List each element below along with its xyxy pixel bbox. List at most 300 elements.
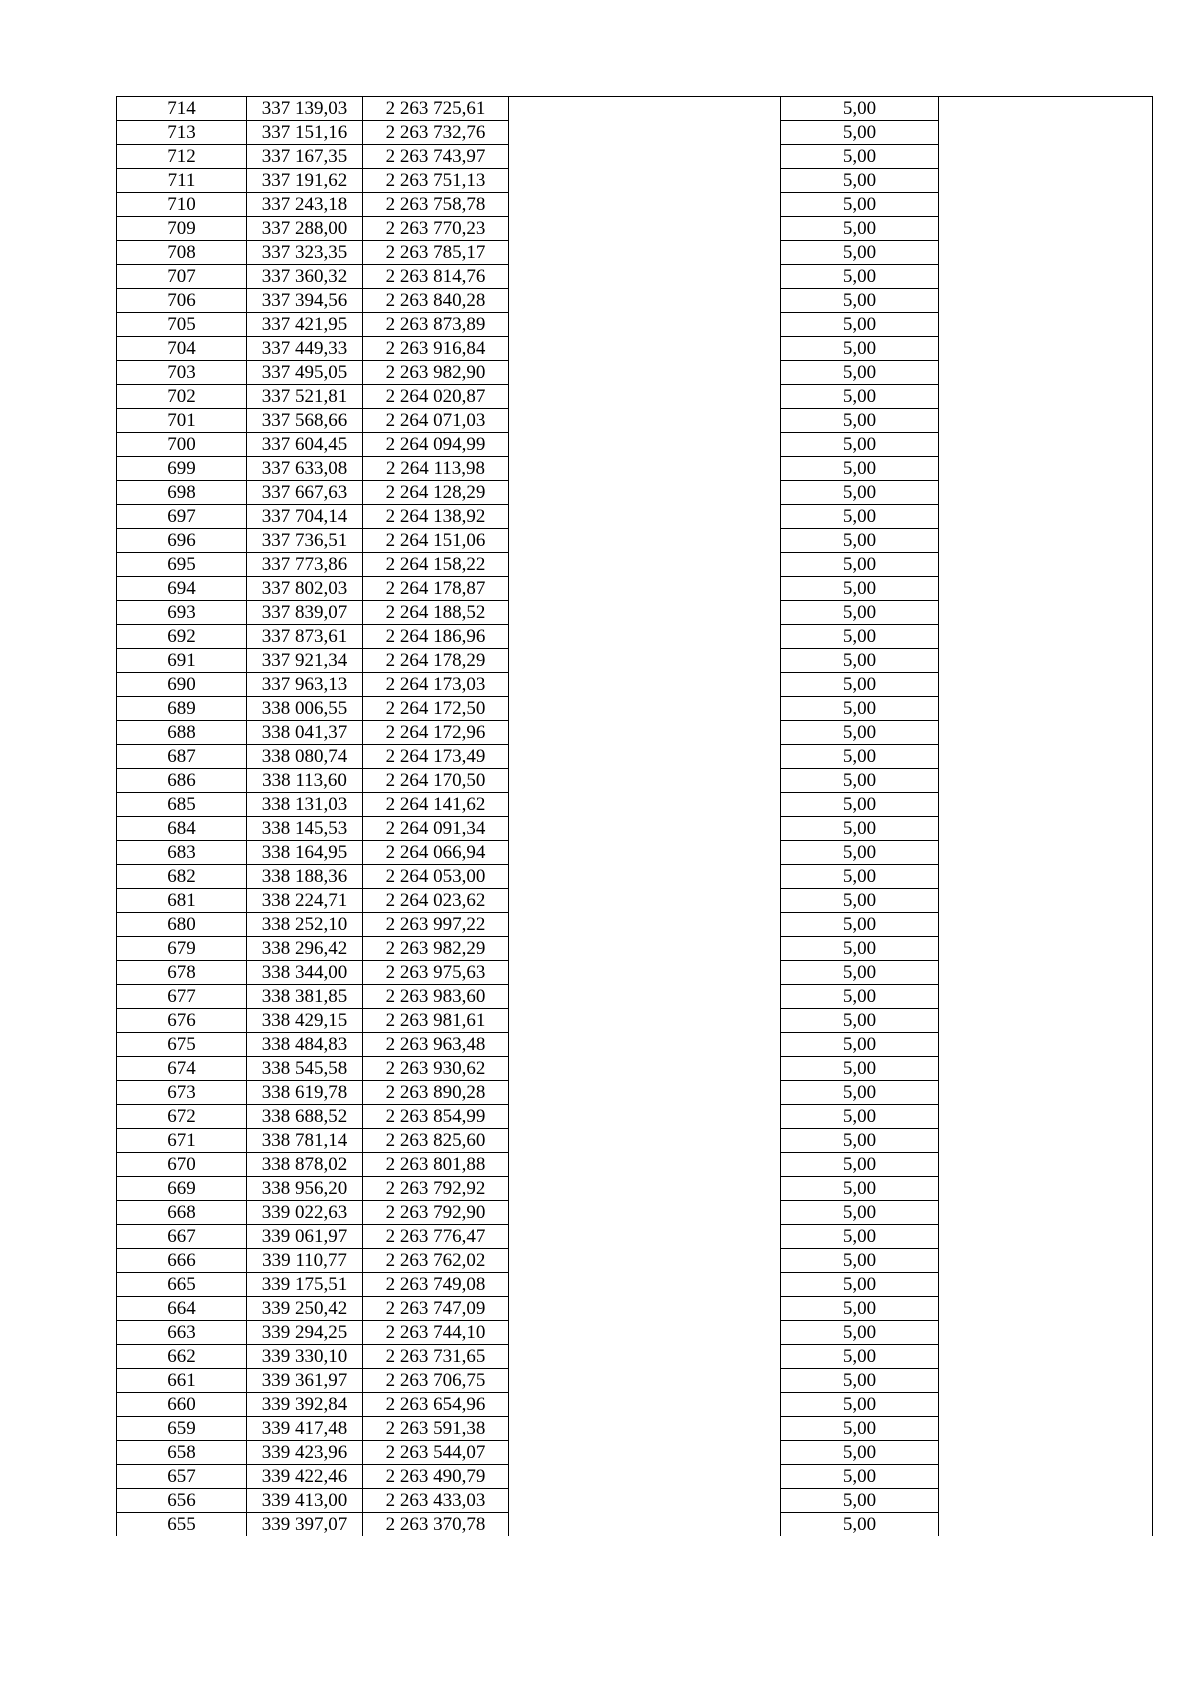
y-coordinate-cell: 2 264 141,62 [363, 793, 509, 817]
point-number-cell: 685 [117, 793, 247, 817]
description-cell [509, 1369, 781, 1393]
description-cell [509, 265, 781, 289]
x-coordinate-cell: 337 633,08 [247, 457, 363, 481]
description-cell [509, 625, 781, 649]
x-coordinate-cell: 338 956,20 [247, 1177, 363, 1201]
value-cell: 5,00 [781, 937, 939, 961]
point-number-cell: 690 [117, 673, 247, 697]
note-cell [939, 625, 1153, 649]
note-cell [939, 1057, 1153, 1081]
table-row [117, 1417, 1153, 1441]
y-coordinate-cell: 2 264 066,94 [363, 841, 509, 865]
y-coordinate-cell: 2 263 433,03 [363, 1489, 509, 1513]
note-cell [939, 1081, 1153, 1105]
note-cell [939, 841, 1153, 865]
y-coordinate-cell: 2 263 725,61 [363, 97, 509, 121]
description-cell [509, 409, 781, 433]
value-cell: 5,00 [781, 1081, 939, 1105]
table-row [117, 865, 1153, 889]
value-cell: 5,00 [781, 841, 939, 865]
description-cell [509, 481, 781, 505]
value-cell: 5,00 [781, 385, 939, 409]
description-cell [509, 313, 781, 337]
description-cell [509, 1297, 781, 1321]
table-row [117, 1393, 1153, 1417]
note-cell [939, 721, 1153, 745]
value-cell: 5,00 [781, 1033, 939, 1057]
coordinates-table-body [117, 97, 1153, 1537]
value-cell: 5,00 [781, 1489, 939, 1513]
point-number-cell: 711 [117, 169, 247, 193]
x-coordinate-cell: 338 296,42 [247, 937, 363, 961]
table-row [117, 1201, 1153, 1225]
y-coordinate-cell: 2 263 762,02 [363, 1249, 509, 1273]
table-row [117, 913, 1153, 937]
point-number-cell: 662 [117, 1345, 247, 1369]
table-row [117, 721, 1153, 745]
point-number-cell: 679 [117, 937, 247, 961]
point-number-cell: 706 [117, 289, 247, 313]
y-coordinate-cell: 2 263 751,13 [363, 169, 509, 193]
point-number-cell: 656 [117, 1489, 247, 1513]
table-row [117, 649, 1153, 673]
table-row [117, 985, 1153, 1009]
point-number-cell: 659 [117, 1417, 247, 1441]
value-cell: 5,00 [781, 433, 939, 457]
note-cell [939, 745, 1153, 769]
x-coordinate-cell: 338 545,58 [247, 1057, 363, 1081]
value-cell: 5,00 [781, 1345, 939, 1369]
value-cell: 5,00 [781, 289, 939, 313]
note-cell [939, 505, 1153, 529]
x-coordinate-cell: 338 131,03 [247, 793, 363, 817]
table-row [117, 1489, 1153, 1513]
value-cell: 5,00 [781, 169, 939, 193]
value-cell: 5,00 [781, 553, 939, 577]
point-number-cell: 692 [117, 625, 247, 649]
note-cell [939, 769, 1153, 793]
table-row [117, 1177, 1153, 1201]
value-cell: 5,00 [781, 1321, 939, 1345]
point-number-cell: 666 [117, 1249, 247, 1273]
point-number-cell: 707 [117, 265, 247, 289]
y-coordinate-cell: 2 263 801,88 [363, 1153, 509, 1177]
table-row [117, 1081, 1153, 1105]
y-coordinate-cell: 2 264 113,98 [363, 457, 509, 481]
x-coordinate-cell: 338 041,37 [247, 721, 363, 745]
y-coordinate-cell: 2 263 706,75 [363, 1369, 509, 1393]
note-cell [939, 1273, 1153, 1297]
value-cell: 5,00 [781, 601, 939, 625]
description-cell [509, 1009, 781, 1033]
x-coordinate-cell: 338 224,71 [247, 889, 363, 913]
x-coordinate-cell: 337 667,63 [247, 481, 363, 505]
table-row [117, 577, 1153, 601]
y-coordinate-cell: 2 264 071,03 [363, 409, 509, 433]
y-coordinate-cell: 2 263 776,47 [363, 1225, 509, 1249]
x-coordinate-cell: 337 921,34 [247, 649, 363, 673]
value-cell: 5,00 [781, 193, 939, 217]
x-coordinate-cell: 337 167,35 [247, 145, 363, 169]
value-cell: 5,00 [781, 625, 939, 649]
note-cell [939, 433, 1153, 457]
description-cell [509, 1033, 781, 1057]
x-coordinate-cell: 339 250,42 [247, 1297, 363, 1321]
description-cell [509, 721, 781, 745]
table-row [117, 529, 1153, 553]
note-cell [939, 457, 1153, 481]
y-coordinate-cell: 2 264 172,96 [363, 721, 509, 745]
value-cell: 5,00 [781, 457, 939, 481]
note-cell [939, 1297, 1153, 1321]
x-coordinate-cell: 338 688,52 [247, 1105, 363, 1129]
point-number-cell: 689 [117, 697, 247, 721]
value-cell: 5,00 [781, 961, 939, 985]
description-cell [509, 241, 781, 265]
note-cell [939, 409, 1153, 433]
description-cell [509, 1105, 781, 1129]
x-coordinate-cell: 337 704,14 [247, 505, 363, 529]
table-row [117, 97, 1153, 121]
value-cell: 5,00 [781, 313, 939, 337]
table-row [117, 1009, 1153, 1033]
description-cell [509, 913, 781, 937]
x-coordinate-cell: 338 781,14 [247, 1129, 363, 1153]
note-cell [939, 313, 1153, 337]
point-number-cell: 664 [117, 1297, 247, 1321]
y-coordinate-cell: 2 264 023,62 [363, 889, 509, 913]
point-number-cell: 686 [117, 769, 247, 793]
note-cell [939, 1177, 1153, 1201]
description-cell [509, 169, 781, 193]
x-coordinate-cell: 338 429,15 [247, 1009, 363, 1033]
value-cell: 5,00 [781, 409, 939, 433]
table-row [117, 1441, 1153, 1465]
value-cell: 5,00 [781, 1393, 939, 1417]
note-cell [939, 1249, 1153, 1273]
table-row [117, 265, 1153, 289]
value-cell: 5,00 [781, 481, 939, 505]
point-number-cell: 683 [117, 841, 247, 865]
y-coordinate-cell: 2 263 370,78 [363, 1513, 509, 1537]
value-cell: 5,00 [781, 649, 939, 673]
point-number-cell: 705 [117, 313, 247, 337]
note-cell [939, 865, 1153, 889]
value-cell: 5,00 [781, 1225, 939, 1249]
description-cell [509, 1273, 781, 1297]
x-coordinate-cell: 337 360,32 [247, 265, 363, 289]
y-coordinate-cell: 2 263 930,62 [363, 1057, 509, 1081]
description-cell [509, 841, 781, 865]
table-row [117, 1057, 1153, 1081]
x-coordinate-cell: 337 521,81 [247, 385, 363, 409]
description-cell [509, 1513, 781, 1537]
description-cell [509, 1177, 781, 1201]
x-coordinate-cell: 337 736,51 [247, 529, 363, 553]
table-row [117, 337, 1153, 361]
y-coordinate-cell: 2 263 770,23 [363, 217, 509, 241]
value-cell: 5,00 [781, 769, 939, 793]
description-cell [509, 361, 781, 385]
description-cell [509, 1081, 781, 1105]
y-coordinate-cell: 2 263 544,07 [363, 1441, 509, 1465]
table-row [117, 1369, 1153, 1393]
x-coordinate-cell: 337 421,95 [247, 313, 363, 337]
point-number-cell: 684 [117, 817, 247, 841]
point-number-cell: 668 [117, 1201, 247, 1225]
value-cell: 5,00 [781, 985, 939, 1009]
point-number-cell: 661 [117, 1369, 247, 1393]
table-row [117, 625, 1153, 649]
value-cell: 5,00 [781, 1153, 939, 1177]
x-coordinate-cell: 339 392,84 [247, 1393, 363, 1417]
description-cell [509, 1129, 781, 1153]
y-coordinate-cell: 2 263 744,10 [363, 1321, 509, 1345]
description-cell [509, 1201, 781, 1225]
y-coordinate-cell: 2 263 747,09 [363, 1297, 509, 1321]
table-row [117, 937, 1153, 961]
y-coordinate-cell: 2 263 785,17 [363, 241, 509, 265]
table-row [117, 1345, 1153, 1369]
description-cell [509, 745, 781, 769]
table-row [117, 1321, 1153, 1345]
table-row [117, 1513, 1153, 1537]
table-row [117, 1225, 1153, 1249]
point-number-cell: 712 [117, 145, 247, 169]
note-cell [939, 1393, 1153, 1417]
note-cell [939, 241, 1153, 265]
note-cell [939, 937, 1153, 961]
table-row [117, 769, 1153, 793]
table-row [117, 433, 1153, 457]
note-cell [939, 961, 1153, 985]
x-coordinate-cell: 338 145,53 [247, 817, 363, 841]
note-cell [939, 361, 1153, 385]
x-coordinate-cell: 338 164,95 [247, 841, 363, 865]
x-coordinate-cell: 339 022,63 [247, 1201, 363, 1225]
point-number-cell: 702 [117, 385, 247, 409]
note-cell [939, 577, 1153, 601]
value-cell: 5,00 [781, 1273, 939, 1297]
description-cell [509, 433, 781, 457]
x-coordinate-cell: 337 568,66 [247, 409, 363, 433]
table-row [117, 241, 1153, 265]
point-number-cell: 680 [117, 913, 247, 937]
y-coordinate-cell: 2 264 172,50 [363, 697, 509, 721]
table-row [117, 889, 1153, 913]
point-number-cell: 676 [117, 1009, 247, 1033]
x-coordinate-cell: 339 110,77 [247, 1249, 363, 1273]
point-number-cell: 701 [117, 409, 247, 433]
x-coordinate-cell: 339 397,07 [247, 1513, 363, 1537]
y-coordinate-cell: 2 264 173,03 [363, 673, 509, 697]
table-row [117, 793, 1153, 817]
table-row [117, 1273, 1153, 1297]
y-coordinate-cell: 2 263 963,48 [363, 1033, 509, 1057]
x-coordinate-cell: 337 873,61 [247, 625, 363, 649]
table-row [117, 289, 1153, 313]
y-coordinate-cell: 2 264 091,34 [363, 817, 509, 841]
y-coordinate-cell: 2 263 840,28 [363, 289, 509, 313]
point-number-cell: 695 [117, 553, 247, 577]
note-cell [939, 145, 1153, 169]
note-cell [939, 889, 1153, 913]
point-number-cell: 660 [117, 1393, 247, 1417]
y-coordinate-cell: 2 263 792,92 [363, 1177, 509, 1201]
table-row [117, 601, 1153, 625]
x-coordinate-cell: 338 344,00 [247, 961, 363, 985]
description-cell [509, 385, 781, 409]
table-row [117, 217, 1153, 241]
table-row [117, 505, 1153, 529]
table-row [117, 1465, 1153, 1489]
value-cell: 5,00 [781, 1417, 939, 1441]
note-cell [939, 1441, 1153, 1465]
x-coordinate-cell: 337 604,45 [247, 433, 363, 457]
value-cell: 5,00 [781, 505, 939, 529]
table-row [117, 1153, 1153, 1177]
table-row [117, 313, 1153, 337]
table-row [117, 841, 1153, 865]
note-cell [939, 793, 1153, 817]
y-coordinate-cell: 2 263 890,28 [363, 1081, 509, 1105]
value-cell: 5,00 [781, 217, 939, 241]
description-cell [509, 793, 781, 817]
description-cell [509, 1489, 781, 1513]
point-number-cell: 687 [117, 745, 247, 769]
x-coordinate-cell: 337 495,05 [247, 361, 363, 385]
point-number-cell: 704 [117, 337, 247, 361]
point-number-cell: 673 [117, 1081, 247, 1105]
point-number-cell: 667 [117, 1225, 247, 1249]
point-number-cell: 714 [117, 97, 247, 121]
description-cell [509, 1345, 781, 1369]
note-cell [939, 385, 1153, 409]
note-cell [939, 1321, 1153, 1345]
y-coordinate-cell: 2 263 997,22 [363, 913, 509, 937]
note-cell [939, 121, 1153, 145]
y-coordinate-cell: 2 264 138,92 [363, 505, 509, 529]
point-number-cell: 682 [117, 865, 247, 889]
x-coordinate-cell: 337 191,62 [247, 169, 363, 193]
y-coordinate-cell: 2 263 981,61 [363, 1009, 509, 1033]
point-number-cell: 698 [117, 481, 247, 505]
x-coordinate-cell: 337 773,86 [247, 553, 363, 577]
value-cell: 5,00 [781, 1057, 939, 1081]
description-cell [509, 1153, 781, 1177]
description-cell [509, 985, 781, 1009]
table-row [117, 1297, 1153, 1321]
value-cell: 5,00 [781, 745, 939, 769]
y-coordinate-cell: 2 264 173,49 [363, 745, 509, 769]
description-cell [509, 673, 781, 697]
x-coordinate-cell: 337 802,03 [247, 577, 363, 601]
y-coordinate-cell: 2 263 854,99 [363, 1105, 509, 1129]
note-cell [939, 1225, 1153, 1249]
description-cell [509, 553, 781, 577]
point-number-cell: 669 [117, 1177, 247, 1201]
y-coordinate-cell: 2 264 188,52 [363, 601, 509, 625]
value-cell: 5,00 [781, 1129, 939, 1153]
point-number-cell: 696 [117, 529, 247, 553]
point-number-cell: 677 [117, 985, 247, 1009]
note-cell [939, 337, 1153, 361]
value-cell: 5,00 [781, 337, 939, 361]
note-cell [939, 289, 1153, 313]
value-cell: 5,00 [781, 1105, 939, 1129]
table-row [117, 697, 1153, 721]
point-number-cell: 694 [117, 577, 247, 601]
note-cell [939, 1489, 1153, 1513]
note-cell [939, 1153, 1153, 1177]
x-coordinate-cell: 339 417,48 [247, 1417, 363, 1441]
note-cell [939, 97, 1153, 121]
point-number-cell: 678 [117, 961, 247, 985]
description-cell [509, 505, 781, 529]
y-coordinate-cell: 2 263 591,38 [363, 1417, 509, 1441]
description-cell [509, 145, 781, 169]
x-coordinate-cell: 337 243,18 [247, 193, 363, 217]
note-cell [939, 553, 1153, 577]
point-number-cell: 703 [117, 361, 247, 385]
point-number-cell: 693 [117, 601, 247, 625]
point-number-cell: 709 [117, 217, 247, 241]
table-row [117, 1033, 1153, 1057]
value-cell: 5,00 [781, 721, 939, 745]
description-cell [509, 649, 781, 673]
y-coordinate-cell: 2 263 654,96 [363, 1393, 509, 1417]
y-coordinate-cell: 2 264 178,29 [363, 649, 509, 673]
point-number-cell: 699 [117, 457, 247, 481]
value-cell: 5,00 [781, 1297, 939, 1321]
y-coordinate-cell: 2 263 490,79 [363, 1465, 509, 1489]
y-coordinate-cell: 2 263 982,29 [363, 937, 509, 961]
x-coordinate-cell: 337 151,16 [247, 121, 363, 145]
y-coordinate-cell: 2 263 975,63 [363, 961, 509, 985]
note-cell [939, 1417, 1153, 1441]
coordinates-table [116, 96, 1153, 1536]
x-coordinate-cell: 339 330,10 [247, 1345, 363, 1369]
point-number-cell: 708 [117, 241, 247, 265]
value-cell: 5,00 [781, 1513, 939, 1537]
note-cell [939, 1009, 1153, 1033]
x-coordinate-cell: 338 484,83 [247, 1033, 363, 1057]
y-coordinate-cell: 2 264 020,87 [363, 385, 509, 409]
y-coordinate-cell: 2 263 758,78 [363, 193, 509, 217]
description-cell [509, 97, 781, 121]
description-cell [509, 1441, 781, 1465]
table-row [117, 145, 1153, 169]
y-coordinate-cell: 2 263 732,76 [363, 121, 509, 145]
note-cell [939, 1465, 1153, 1489]
description-cell [509, 601, 781, 625]
value-cell: 5,00 [781, 1201, 939, 1225]
x-coordinate-cell: 339 294,25 [247, 1321, 363, 1345]
description-cell [509, 865, 781, 889]
value-cell: 5,00 [781, 241, 939, 265]
value-cell: 5,00 [781, 1441, 939, 1465]
description-cell [509, 337, 781, 361]
point-number-cell: 663 [117, 1321, 247, 1345]
y-coordinate-cell: 2 263 749,08 [363, 1273, 509, 1297]
x-coordinate-cell: 339 175,51 [247, 1273, 363, 1297]
note-cell [939, 265, 1153, 289]
description-cell [509, 1321, 781, 1345]
value-cell: 5,00 [781, 577, 939, 601]
y-coordinate-cell: 2 263 731,65 [363, 1345, 509, 1369]
note-cell [939, 1033, 1153, 1057]
note-cell [939, 217, 1153, 241]
